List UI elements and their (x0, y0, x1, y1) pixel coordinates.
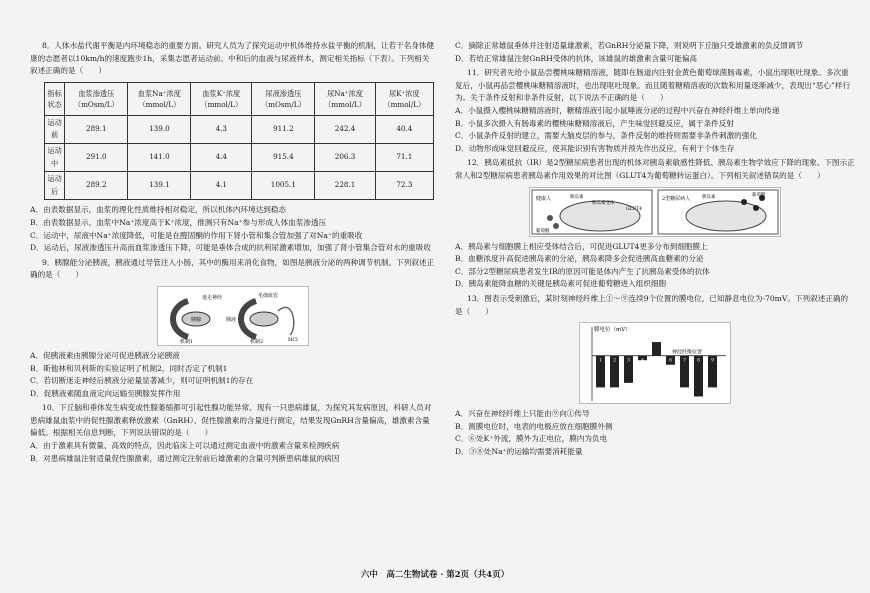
table-cell: 915.4 (252, 143, 315, 171)
fig-label: 胰腺 (190, 316, 201, 323)
fig-label: 胰岛素受体 (592, 200, 615, 206)
table-cell: 40.4 (375, 115, 433, 143)
glucose-dot (753, 205, 759, 211)
question-8 (30, 40, 435, 255)
question-10-cont (455, 40, 855, 65)
q10-option-b[interactable]: B．对患病雄鼠注射适量促性腺激素，通过测定注射前后雄激素的含量可判断患病雄鼠的病因 (30, 453, 340, 463)
q8-option-a[interactable]: A．由表数据显示，血浆的理化性质维持相对稳定，所以机体内环境达到稳态 (30, 205, 287, 215)
q13-stem: 13．图表示受刺激后，某时刻神经纤维上①～⑨连续9个位置的膜电位，已知静息电位为-70mV。下列叙述正确的是（ ） (455, 293, 849, 316)
table-cell: 139.1 (128, 172, 191, 200)
fig-label: 葡萄糖 (752, 192, 766, 198)
q12-option-a[interactable]: A．胰岛素与细胞膜上相应受体结合后，可促进GLUT4更多分布到细胞膜上 (455, 241, 708, 251)
q9-option-b[interactable]: B．斯他林和贝利斯的实验证明了机制2，同时否定了机制1 (30, 363, 228, 373)
q10-option-d[interactable]: D．若给正常雄鼠注射GnRH受体的抗体，该雄鼠的雄激素含量可能偏高 (455, 53, 698, 63)
question-9 (30, 257, 435, 401)
q13-option-a[interactable]: A．兴奋在神经纤维上只能由⑨向①传导 (455, 409, 590, 419)
left-column (30, 40, 435, 467)
table-cell: 141.0 (128, 143, 191, 171)
table-cell: 242.4 (315, 115, 375, 143)
tick-label: 4 (641, 358, 644, 364)
q8-stem: 8．人体水盐代谢平衡是内环境稳态的重要方面。研究人员为了探究运动中机体维持水盐平衡的机制，让若干名身体健康的志愿者以10km/h的速度跑步1h，采集志愿者运动前、中和后的血液与尿液样本，测定相关指标（下表）。下列相关叙述正确的是（ ） (30, 41, 435, 76)
fig-label: HCl (287, 336, 298, 343)
table-cell: 228.1 (315, 172, 375, 200)
fig-label: 健康人 (536, 195, 552, 202)
q11-option-d[interactable]: D．动物形成味觉回避反应，使其能识别有害物质并预先作出反应，有利于个体生存 (455, 143, 735, 153)
glucose-dot (547, 215, 553, 221)
tick-label: 6 (669, 358, 672, 364)
q13-option-d[interactable]: D．③⑧处Na⁺的运输均需要消耗能量 (455, 446, 583, 456)
q13-option-c[interactable]: C．⑥处K⁺外流，膜外为正电位，膜内为负电 (455, 434, 608, 444)
tick-label: 7 (683, 358, 686, 364)
fig-label: 葡萄糖 (536, 228, 550, 234)
tick-label: 2 (613, 358, 616, 364)
fig-label: 机制2 (249, 338, 263, 345)
q11-option-b[interactable]: B．小鼠多次摄入有肠毒素的樱桃味糖精溶液后，产生味觉回避反应，属于条件反射 (455, 118, 734, 128)
table-header: 血浆Na⁺浓度（mmol/L） (128, 82, 191, 115)
insulin-diagram (529, 187, 781, 237)
question-10 (30, 402, 435, 465)
table-cell: 206.3 (315, 143, 375, 171)
question-13 (455, 293, 855, 459)
capillary-line (278, 307, 294, 335)
table-cell: 289.1 (65, 115, 128, 143)
q8-option-d[interactable]: D．运动后，尿液渗透压升高而血浆渗透压下降，可能是垂体合成的抗利尿激素增加，加强了肾小管集合管对水的重吸收 (30, 243, 431, 253)
x-axis-label: 神经纤维位置 (672, 349, 703, 356)
tick-label: 9 (711, 358, 714, 364)
fig-label: GLUT4 (626, 206, 642, 212)
fig-label: 胰岛素 (570, 194, 584, 200)
table-row (45, 115, 434, 143)
tick-label: 5 (655, 350, 658, 356)
fig-label: 迷走神经 (201, 294, 222, 301)
q10-option-c[interactable]: C．摘除正常雄鼠垂体并注射适量雄激素，若GnRH分泌量下降，则说明下丘脑只受雄激素的负反馈调节 (455, 41, 804, 50)
table-header: 尿液渗透压（mOsm/L） (252, 82, 315, 115)
q9-option-c[interactable]: C．若切断迷走神经后胰液分泌量显著减少，则可证明机制1的存在 (30, 376, 254, 386)
table-cell: 911.2 (252, 115, 315, 143)
table-cell: 运动后 (45, 172, 65, 200)
q12-option-b[interactable]: B．血糖浓度升高促进胰岛素的分泌，胰岛素降多会促进胰高血糖素的分泌 (455, 254, 704, 264)
table-cell: 运动前 (45, 115, 65, 143)
diabetic-cell (686, 201, 766, 231)
table-cell: 289.2 (65, 172, 128, 200)
table-cell: 4.1 (191, 172, 252, 200)
q9-option-d[interactable]: D．促胰液素随血液定向运输至胰腺发挥作用 (30, 388, 181, 398)
right-column (455, 40, 855, 460)
q8-option-c[interactable]: C．运动中，尿液中Na⁺浓度降低，可能是在醛固酮的作用下肾小管和集合管加强了对Na⁺的重吸收 (30, 230, 363, 240)
q11-stem: 11．研究者先给小鼠品尝樱桃味糖精溶液，随即在肠道内注射金黄色葡萄球菌肠毒素，小鼠出现呕吐现象。多次重复后，小鼠再品尝樱桃味糖精溶液时，也出现呕吐现象。而且随着糖精溶液的次数和用量逐渐减少，表现出“恶心”样行为。关于条件反射和非条件反射，以下说法不正确的是（ ） (455, 68, 851, 103)
fig-label: 毛细血管 (257, 292, 278, 299)
table-header: 尿K⁺浓度（mmol/L） (375, 82, 433, 115)
fig-label: 机制1 (179, 338, 193, 345)
table-header: 血浆K⁺浓度（mmol/L） (191, 82, 252, 115)
question-12 (455, 157, 855, 291)
q12-stem: 12．胰岛素抵抗（IR）是2型糖尿病患者出现的机体对胰岛素敏感性降低、胰岛素生物学效应下降的现象。下图示正常人和2型糖尿病患者胰岛素作用效果的对比图（GLUT4为葡萄糖转运蛋白）。下列相关叙述错误的是（ ） (455, 158, 855, 180)
q10-option-a[interactable]: A．由于激素具有微量、高效的特点，因此临床上可以通过测定血液中的激素含量来检测疾病 (30, 441, 340, 451)
tick-label: 8 (697, 358, 700, 364)
membrane-potential-chart (579, 322, 731, 404)
tick-label: 3 (627, 358, 630, 364)
pancreas-shape-2 (250, 312, 278, 326)
q12-option-c[interactable]: C．部分2型糖尿病患者发生IR的原因可能是体内产生了抗胰岛素受体的抗体 (455, 266, 710, 276)
page-footer: 六中 高二生物试卷 · 第2页（共4页） (360, 570, 510, 580)
table-cell: 运动中 (45, 143, 65, 171)
fig-label: 胰液 (225, 316, 236, 323)
q10-stem: 10．下丘脑和垂体发生病变或性腺萎缩都可引起性腺功能异常。现有一只患病雄鼠，为探究其发病原因，科研人员对患病雄鼠血浆中的促性腺激素释放激素（GnRH）、促性腺激素的含量进行测定，结果发现GnRH含量偏高，雄激素含量偏低。根据相关信息判断，下列说法错误的是（ ） (30, 403, 432, 438)
q11-option-a[interactable]: A．小鼠摄入樱桃味糖精溶液时，糖精溶液引起小鼠唾液分泌的过程中兴奋在神经纤维上单向传递 (455, 105, 780, 115)
q8-option-b[interactable]: B．由表数据显示，血浆中Na⁺浓度高于K⁺浓度，推测只有Na⁺参与形成人体血浆渗透压 (30, 217, 327, 227)
glucose-dot (741, 199, 747, 205)
glucose-dot (553, 223, 559, 229)
table-cell: 291.0 (65, 143, 128, 171)
fig-label: 胰岛素 (702, 194, 716, 200)
table-cell: 71.1 (375, 143, 433, 171)
table-header: 指标状态 (45, 82, 65, 115)
question-11 (455, 67, 855, 155)
table-cell: 139.0 (128, 115, 191, 143)
q8-table (44, 82, 434, 201)
fig-label: 2型糖尿病人 (662, 195, 691, 202)
table-cell: 1005.1 (252, 172, 315, 200)
table-header-row (45, 82, 434, 115)
tick-label: 1 (599, 358, 602, 364)
chart-title: 膜电位（mV） (594, 327, 631, 334)
q11-option-c[interactable]: C．小鼠条件反射的建立，需要大脑皮层的参与，条件反射的维持则需要非条件刺激的强化 (455, 131, 757, 141)
table-row (45, 143, 434, 171)
q9-option-a[interactable]: A．促胰液素由胰腺分泌可促进胰液分泌胰液 (30, 350, 180, 360)
table-cell: 4.4 (191, 143, 252, 171)
pancreas-diagram (157, 286, 309, 346)
table-row (45, 172, 434, 200)
table-cell: 72.3 (375, 172, 433, 200)
table-cell: 4.3 (191, 115, 252, 143)
q9-stem: 9．胰腺能分泌胰液，胰液通过导管注入小肠，其中的酶用来消化食物，如图是胰液分泌的两种调节机制。下列叙述正确的是（ ） (30, 257, 435, 280)
q13-option-b[interactable]: B．测膜电位时，电表的电极应放在细胞膜外侧 (455, 421, 613, 431)
table-header: 血浆渗透压（mOsm/L） (65, 82, 128, 115)
q12-option-d[interactable]: D．胰岛素能降血糖的关键是胰岛素可促进葡萄糖进入组织细胞 (455, 279, 667, 289)
table-header: 尿Na⁺浓度（mmol/L） (315, 82, 375, 115)
